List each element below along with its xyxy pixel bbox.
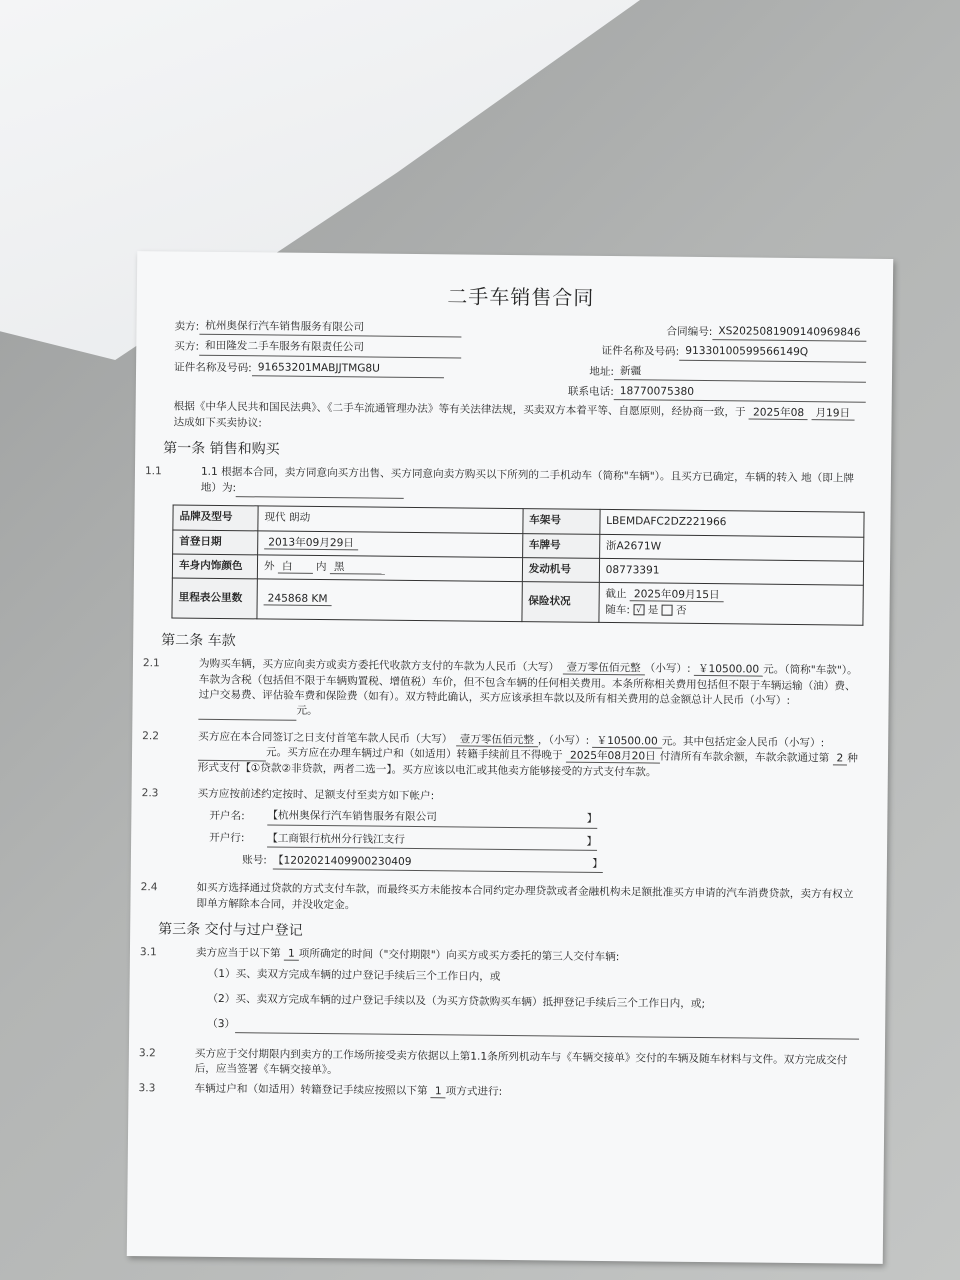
contract-title: 二手车销售合同 bbox=[447, 284, 595, 310]
clause-3-2: 3.2 买方应于交付期限内到卖方的工作场所接受卖方依据以上第1.1条所列机动车与《车辆交接单》交付的车辆及随车材料与文件。双方完成交付后，应当签署《车辆交接单》。 bbox=[138, 1046, 848, 1077]
color-cell: 外 白 内 黑 bbox=[257, 555, 522, 582]
section-3-title: 第三条 交付与过户登记 bbox=[158, 921, 303, 939]
account-name-row: 开户名: 【杭州奥保行汽车销售服务有限公司 】 bbox=[169, 808, 861, 832]
table-row: 车身内饰颜色 外 白 内 黑 发动机号 08773391 bbox=[172, 554, 863, 586]
plate-number: 浙A2671W bbox=[599, 534, 864, 561]
insurance-cell: 截止 2025年09月15日 随车: √ 是 否 bbox=[599, 583, 864, 625]
phone-value: 18770075380 bbox=[614, 384, 866, 403]
table-row: 品牌及型号 现代 朗动 车架号 LBEMDAFC2DZ221966 bbox=[173, 505, 864, 537]
account-number: 1202021409900230409 bbox=[283, 854, 412, 868]
option-2: （2）买、卖双方完成车辆的过户登记手续以及（为买方贷款购买车辆）抵押登记手续后三个工作日内，或; bbox=[207, 992, 706, 1011]
mileage-value: 245868 KM bbox=[264, 592, 332, 606]
seller-name: 杭州奥保行汽车销售服务有限公司 bbox=[199, 319, 461, 338]
buyer-id-number: 91330100599566149Q bbox=[679, 344, 866, 362]
section-2-title: 第二条 车款 bbox=[161, 632, 236, 650]
clause-2-3: 2.3 买方应按前述约定按时、足额支付至卖方如下帐户: bbox=[141, 786, 435, 802]
clause-3-1: 3.1 卖方应当于以下第 1 项所确定的时间（"交付期限"）向买方或买方委托的第三人交付车辆: bbox=[139, 946, 620, 964]
clause-2-2: 2.2 买方应在本合同签订之日支付首笔车款人民币（大写） 壹万零伍佰元整 ，（小写）: ￥10500.00 元。其中包括定金人民币（小写）: 元。买方应在办理车辆过户和（如适用）转籍手续前且不得晚于 2025年08月20日 付清所有车款余额，车款余款通过第 2 种形式支付【①贷款②非贷款，两者二选一】。买方应该以电汇或其他卖方能够接受的方式支付车款。 bbox=[142, 729, 858, 779]
checkbox-no bbox=[662, 605, 673, 616]
checkbox-yes: √ bbox=[633, 604, 644, 615]
table-row: 里程表公里数 245868 KM 保险状况 截止 2025年09月15日 随车: √ 是 否 bbox=[172, 578, 863, 625]
clause-3-3: 3.3 车辆过户和（如适用）转籍登记手续应按照以下第 1 项方式进行: bbox=[138, 1082, 503, 1099]
exterior-color: 白 bbox=[278, 560, 313, 573]
registration-date: 2013年09月29日 bbox=[264, 536, 358, 550]
account-name: 杭州奥保行汽车销售服务有限公司 bbox=[277, 809, 437, 824]
engine-number: 08773391 bbox=[599, 558, 864, 585]
contract-page bbox=[127, 251, 893, 1264]
account-number-row: 账号: 【1202021409900230409 】 bbox=[169, 852, 861, 876]
seller-id-number: 91653201MABJJTMG8U bbox=[252, 360, 444, 378]
bank-name: 工商银行杭州分行钱江支行 bbox=[277, 832, 405, 846]
intro-paragraph: 根据《中华人民共和国民法典》、《二手车流通管理办法》等有关法律法规，买卖双方本着平等、自愿原则，经协商一致，于 2025年08 月19日 达成如下买卖协议: bbox=[173, 400, 865, 438]
brand-model: 现代 朗动 bbox=[258, 506, 523, 533]
option-3: （3） bbox=[167, 1017, 859, 1040]
vehicle-info-table bbox=[171, 505, 864, 626]
interior-color: 黑 bbox=[330, 561, 385, 575]
option-1: （1）买、卖双方完成车辆的过户登记手续后三个工作日内，或 bbox=[207, 967, 501, 983]
phone-row: 联系电话: 18770075380 bbox=[174, 380, 866, 404]
section-1-title: 第一条 销售和购买 bbox=[163, 440, 280, 458]
buyer-row: 买方: 和田隆发二手车服务有限责任公司 证件名称及号码: 91330100599566149Q bbox=[174, 339, 866, 363]
insurance-until: 2025年09月15日 bbox=[630, 588, 724, 602]
id-address-row: 证件名称及号码: 91653201MABJJTMG8U 地址: 新疆 bbox=[174, 359, 866, 383]
contract-body bbox=[138, 279, 867, 1109]
seller-row: 卖方: 杭州奥保行汽车销售服务有限公司 合同编号: XS2025081909140969846 bbox=[174, 318, 866, 342]
contract-number: XS2025081909140969846 bbox=[712, 324, 866, 342]
bank-row: 开户行: 【工商银行杭州分行钱江支行 】 bbox=[169, 830, 861, 854]
buyer-name: 和田隆发二手车服务有限责任公司 bbox=[199, 339, 461, 358]
table-row: 首登日期 2013年09月29日 车牌号 浙A2671W bbox=[173, 529, 864, 561]
address-value: 新疆 bbox=[614, 364, 866, 383]
clause-2-1: 2.1 为购买车辆，买方应向卖方或卖方委托代收款方支付的车款为人民币（大写） 壹万零伍佰元整 （小写）: ￥10500.00 元。（简称"车款"）。车款为含税（包括但不限于车辆购置税、增值税）车价，但不包含车辆的任何相关费用。本条所称相关费用包括但不限于车辆运输（油）费、过户交易费、评估验车费和保险费（如有）。双方特此确认，买方应该承担车款以及所有相关费用的总金额总计人民币（小写）: 元。 bbox=[170, 657, 863, 727]
clause-1-1: 1.1 1.1 根据本合同，卖方同意向买方出售、买方同意向卖方购买以下所列的二手机动车（简称"车辆"）。且买方已确定，车辆的转入 地（即上牌地）为: bbox=[173, 465, 865, 504]
clause-2-4: 2.4 如买方选择通过贷款的方式支付车款，而最终买方未能按本合同约定办理贷款或者金融机构未足额批准买方申请的汽车消费贷款，卖方有权立即单方解除本合同，并没收定金。 bbox=[140, 881, 854, 911]
vin-value: LBEMDAFC2DZ221966 bbox=[600, 510, 865, 537]
